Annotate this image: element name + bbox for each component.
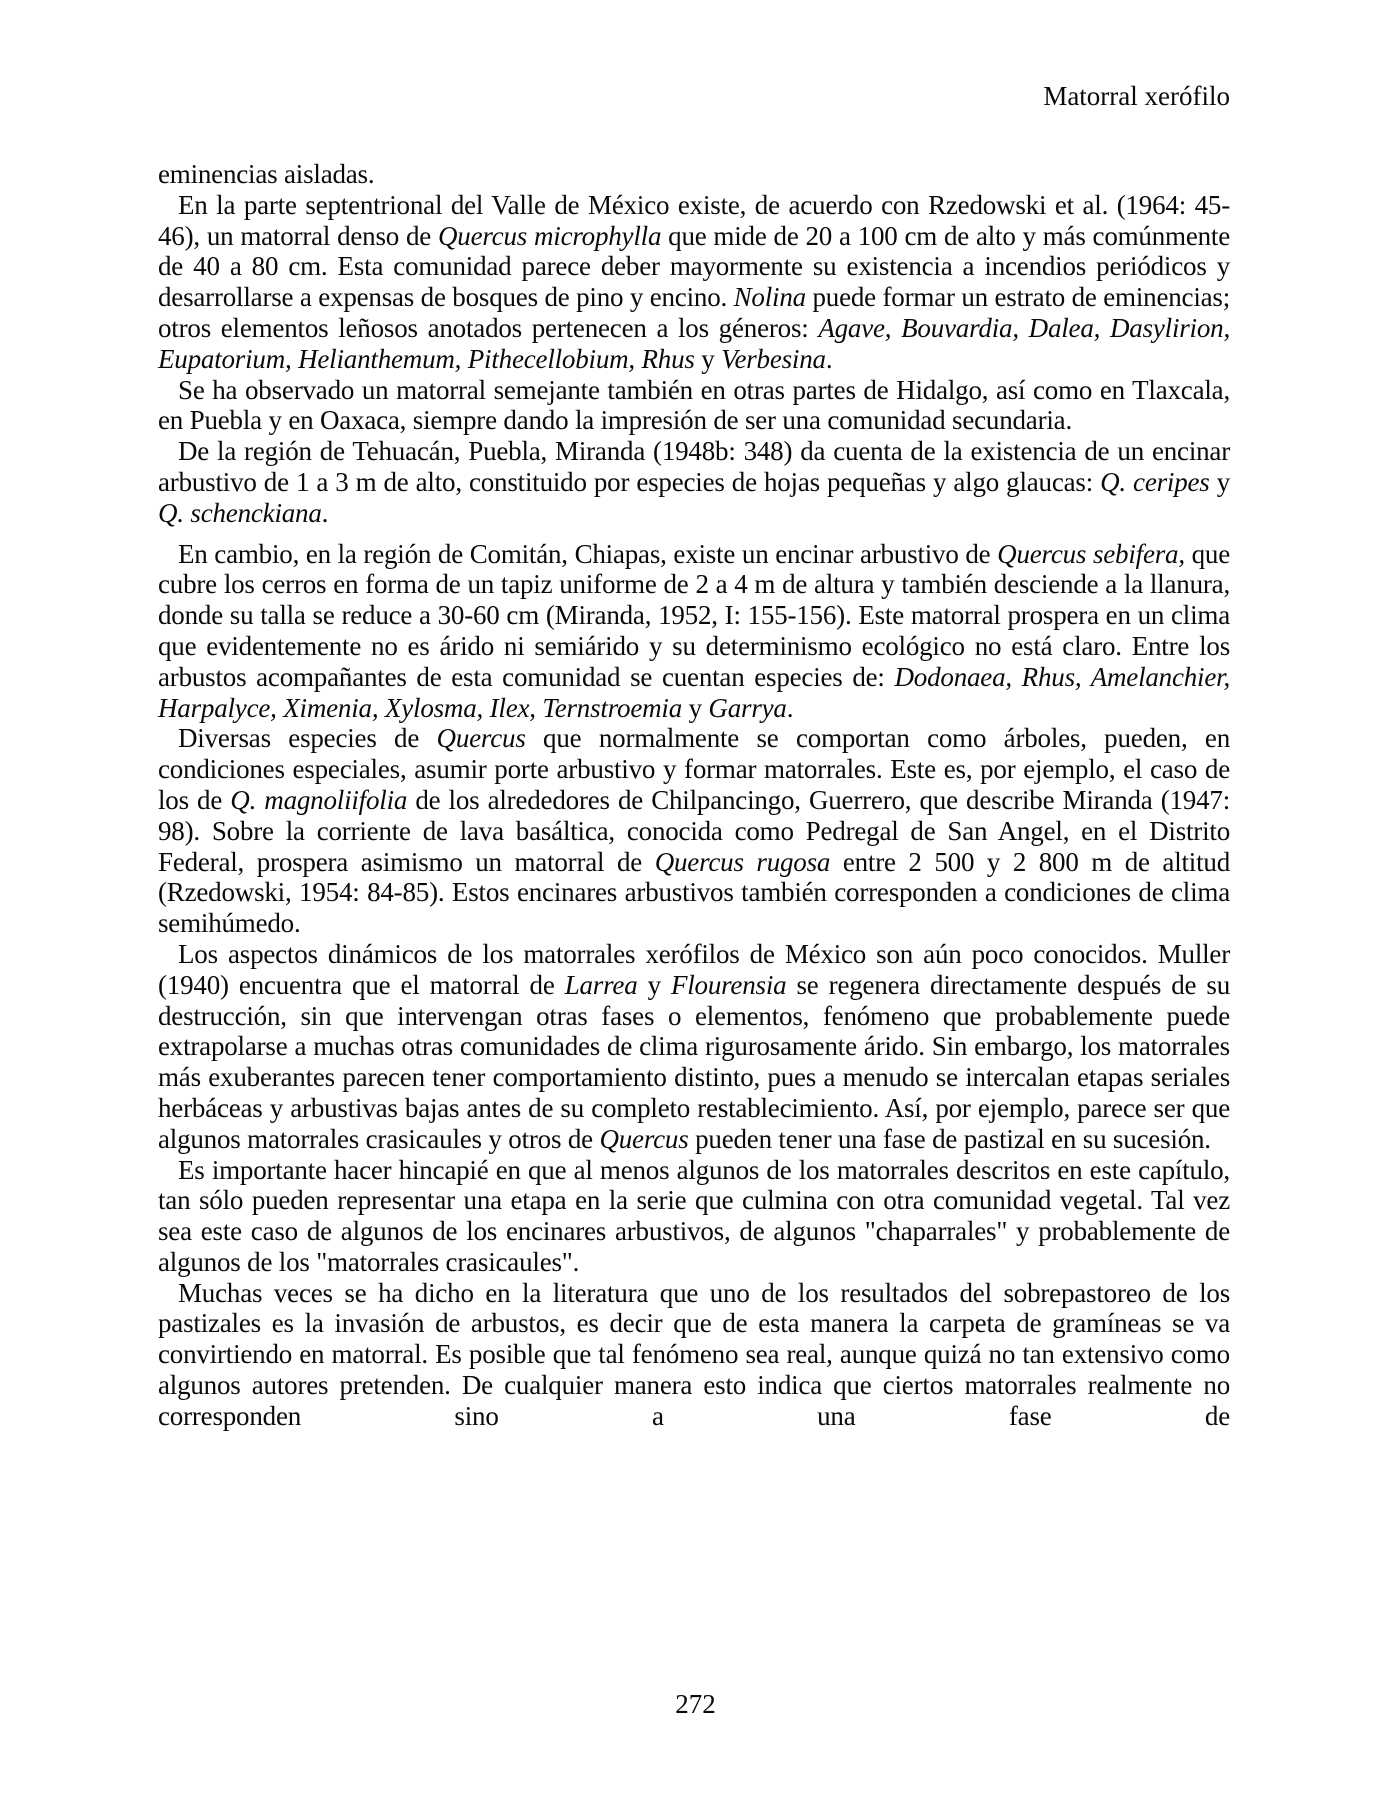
running-header-title: Matorral xerófilo xyxy=(1043,81,1230,111)
page-number: 272 xyxy=(675,1689,716,1719)
text-run: Es importante hacer hincapié en que al menos algunos de los matorrales descritos en este capítulo, tan sólo pueden representar una etapa en la serie que culmina con otra comunidad vegetal. Tal vez sea este caso de algunos de los encinares arbustivos, de algunos "chaparrales" y probablemente de algunos de los "matorrales crasicaules". xyxy=(158,1154,1230,1277)
running-header xyxy=(158,80,1230,112)
text-run: entre 2 500 y 2 800 m de altitud (Rzedowski, 1954: 84-85). Estos encinares arbustivos también corresponden a condiciones de clima semihúmedo. xyxy=(158,846,1230,939)
text-run: y xyxy=(1209,466,1230,497)
paragraph xyxy=(158,190,1230,375)
text-run: pueden tener una fase de pastizal en su sucesión. xyxy=(688,1123,1211,1154)
taxon-name: Quercus rugosa xyxy=(654,846,831,877)
text-run: En la parte septentrional del Valle de México existe, de acuerdo con Rzedowski et al. (1964: 45-46), un matorral denso de xyxy=(158,189,1230,251)
paragraph xyxy=(158,375,1230,437)
taxon-name: Garrya xyxy=(708,692,787,723)
text-run: . xyxy=(786,692,794,723)
paragraph xyxy=(158,539,1230,724)
text-run: eminencias aisladas. xyxy=(158,159,375,189)
taxon-name: Agave, Bouvardia, Dalea, Dasylirion, Eupatorium, Helianthemum, Pithecellobium, Rhus xyxy=(158,312,1231,374)
taxon-name: Quercus microphylla xyxy=(437,220,662,251)
text-run: Diversas especies de xyxy=(178,723,437,754)
taxon-name: Flourensia xyxy=(670,969,787,1000)
paragraph xyxy=(158,436,1230,528)
text-run: que mide de 20 a 100 cm de alto y más comúnmente de 40 a 80 cm. Esta comunidad parece deber mayormente su existencia a incendios periódicos y desarrollarse a expensas de bosques de pino y encino. xyxy=(158,220,1231,313)
page-body xyxy=(158,159,1230,1432)
text-run: En cambio, en la región de Comitán, Chiapas, existe un encinar arbustivo de xyxy=(178,538,998,569)
taxon-name: Dodonaea, Rhus, Amelanchier, Harpalyce, Ximenia, Xylosma, Ilex, Ternstroemia xyxy=(158,661,1231,723)
paragraph xyxy=(158,1155,1230,1278)
page-footer xyxy=(0,1688,1391,1720)
text-run: De la región de Tehuacán, Puebla, Miranda (1948b: 348) da cuenta de la existencia de un encinar arbustivo de 1 a 3 m de alto, constituido por especies de hojas pequeñas y algo glaucas: xyxy=(158,436,1230,497)
paragraph xyxy=(158,939,1230,1155)
taxon-name: Q. magnoliifolia xyxy=(230,784,408,815)
text-run: que cubre los cerros en forma de un tapiz uniforme de 2 a 4 m de altura y también desciende a la llanura, donde su talla se reduce a 30-60 cm (Miranda, 1952, I: 155-156). Este matorral prospera en un clima que evidentemente no es árido ni semiárido y su determinismo ecológico no está claro. Entre los arbustos acompañantes de esta comunidad se cuentan especies de: xyxy=(158,538,1230,692)
paragraph xyxy=(158,159,1230,190)
text-run: Los aspectos dinámicos de los matorrales xerófilos de México son aún poco conocidos. Muller (1940) encuentra que el matorral de xyxy=(158,938,1230,1000)
text-run: se regenera directamente después de su destrucción, sin que intervengan otras fases o elementos, fenómeno que probablemente puede extrapolarse a muchas otras comunidades de clima rigurosamente árido. Sin embargo, los matorrales más exuberantes parecen tener comportamiento distinto, pues a menudo se intercalan etapas seriales herbáceas y arbustivas bajas antes de su completo restablecimiento. Así, por ejemplo, parece ser que algunos matorrales crasicaules y otros de xyxy=(158,969,1230,1154)
text-run: Muchas veces se ha dicho en la literatura que uno de los resultados del sobrepastoreo de los pastizales es la invasión de arbustos, es decir que de esta manera la carpeta de gramíneas se va convirtiendo en matorral. Es posible que tal fenómeno sea real, aunque quizá no tan extensivo como algunos autores pretenden. De cualquier manera esto indica que ciertos matorrales realmente no corresponden sino a una fase de xyxy=(158,1277,1230,1431)
taxon-name: Quercus xyxy=(436,723,526,754)
text-run: y xyxy=(637,969,671,1000)
paragraph xyxy=(158,723,1230,939)
text-run: y xyxy=(682,692,709,723)
taxon-name: Verbesina xyxy=(721,343,826,374)
text-run: . xyxy=(825,343,833,374)
text-run: Se ha observado un matorral semejante también en otras partes de Hidalgo, así como en Tlaxcala, en Puebla y en Oaxaca, siempre dando la impresión de ser una comunidad secundaria. xyxy=(158,374,1230,436)
text-run: puede formar un estrato de eminencias; otros elementos leñosos anotados pertenecen a los géneros: xyxy=(158,282,1231,343)
text-run: que normalmente se comportan como árboles, pueden, en condiciones especiales, asumir porte arbustivo y formar matorrales. Este es, por ejemplo, el caso de los de xyxy=(158,723,1230,815)
text-run: y xyxy=(694,343,722,374)
taxon-name: Q. schenckiana xyxy=(158,497,322,528)
taxon-name: Quercus sebifera, xyxy=(997,538,1185,569)
text-run: de los alrededores de Chilpancingo, Guerrero, que describe Miranda (1947: 98). Sobre la corriente de lava basáltica, conocida como Pedregal de San Angel, en el Distrito Federal, prospera asimismo un matorral de xyxy=(158,784,1231,877)
taxon-name: Larrea xyxy=(564,969,638,1000)
taxon-name: Q. ceripes xyxy=(1100,466,1210,497)
taxon-name: Quercus xyxy=(599,1123,689,1154)
taxon-name: Nolina xyxy=(733,282,806,313)
text-run: . xyxy=(321,497,329,528)
paragraph xyxy=(158,1278,1230,1432)
